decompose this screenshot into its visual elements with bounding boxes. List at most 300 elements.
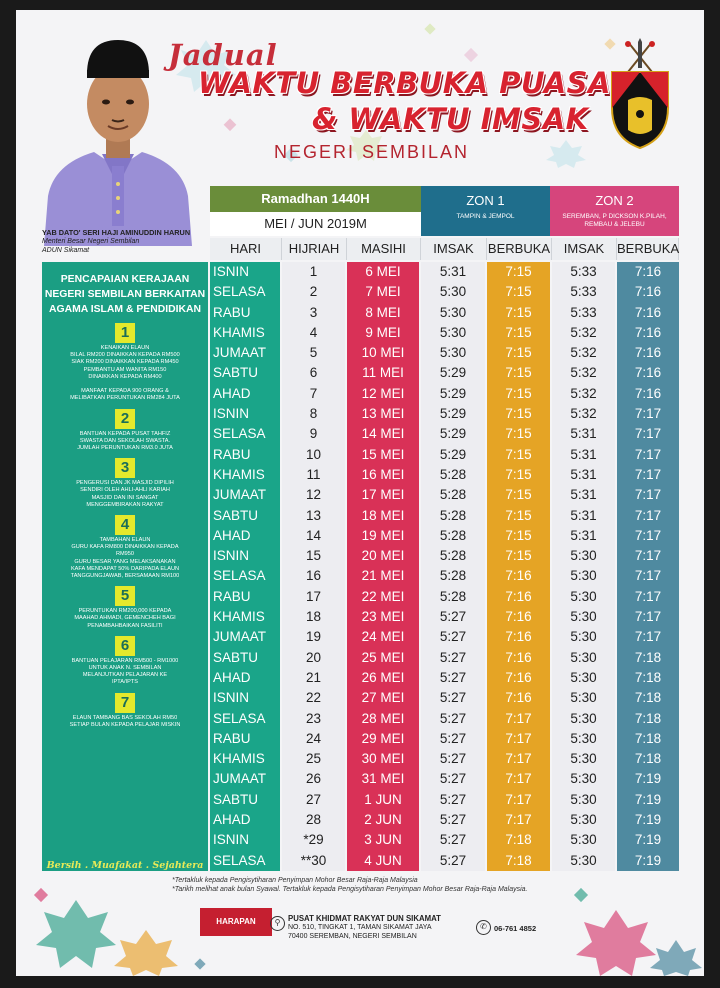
cell-hari: RABU bbox=[213, 730, 251, 746]
achievement-text: IPTA/IPTS bbox=[111, 679, 138, 686]
achievement-text: SETIAP BULAN KEPADA PELAJAR MISKIN bbox=[69, 721, 181, 728]
table-row bbox=[210, 526, 679, 546]
cell-imsak-2: 5:32 bbox=[570, 345, 597, 361]
cell-masihi: 20 MEI bbox=[361, 548, 405, 564]
cell-masihi: 1 JUN bbox=[364, 791, 402, 807]
cell-imsak-2: 5:30 bbox=[570, 669, 597, 685]
cell-masihi: 24 MEI bbox=[361, 629, 405, 645]
cell-hijriah: 2 bbox=[309, 284, 318, 300]
table-row bbox=[210, 323, 679, 343]
cell-hari: JUMAAT bbox=[213, 487, 266, 503]
cell-imsak-1: 5:27 bbox=[439, 751, 467, 767]
achievement-text bbox=[42, 381, 208, 388]
cell-hijriah: 3 bbox=[309, 304, 318, 320]
cell-imsak-1: 5:31 bbox=[439, 264, 467, 279]
month-header: MEI / JUN 2019M bbox=[210, 212, 421, 236]
table-row bbox=[210, 587, 679, 607]
cell-berbuka-2: 7:19 bbox=[634, 852, 662, 868]
cell-imsak-1: 5:27 bbox=[439, 669, 467, 685]
cell-hijriah: 4 bbox=[309, 324, 318, 340]
cell-masihi: 17 MEI bbox=[361, 487, 405, 503]
table-row bbox=[210, 465, 679, 485]
cell-hari: SELASA bbox=[213, 568, 266, 584]
cell-imsak-1: 5:28 bbox=[439, 507, 467, 523]
cell-hijriah: 20 bbox=[305, 649, 322, 665]
cell-hijriah: 18 bbox=[305, 609, 322, 625]
cell-masihi: 29 MEI bbox=[361, 730, 405, 746]
cell-masihi: 4 JUN bbox=[364, 852, 402, 868]
col-header-hijriah: HIJRIAH bbox=[282, 238, 347, 260]
cell-hari: RABU bbox=[213, 588, 251, 604]
zone-1-areas: TAMPIN & JEMPOL bbox=[456, 213, 515, 220]
cell-hari: KHAMIS bbox=[213, 609, 265, 625]
achievement-text: KENAIKAN ELAUN bbox=[100, 345, 150, 351]
achievement-text: BANTUAN PELAJARAN RM500 - RM1000 bbox=[71, 657, 179, 664]
cell-imsak-1: 5:27 bbox=[439, 629, 467, 645]
cell-berbuka-1: 7:16 bbox=[505, 609, 532, 625]
cell-berbuka-1: 7:15 bbox=[505, 527, 532, 543]
cell-imsak-1: 5:27 bbox=[439, 609, 467, 625]
cell-hari: KHAMIS bbox=[213, 324, 265, 340]
achievement-text: PENAMBAHBAIKAN FASILITI bbox=[87, 622, 163, 629]
cell-berbuka-1: 7:16 bbox=[505, 649, 532, 665]
cell-berbuka-1: 7:17 bbox=[505, 710, 532, 726]
table-row bbox=[210, 607, 679, 627]
motto: Bersih . Muafakat . Sejahtera bbox=[46, 860, 204, 871]
cell-berbuka-1: 7:15 bbox=[505, 385, 532, 401]
cell-berbuka-2: 7:16 bbox=[634, 345, 662, 361]
achievement-text: MANFAAT KEPADA 900 ORANG & bbox=[81, 388, 169, 395]
cell-imsak-2: 5:30 bbox=[570, 730, 597, 746]
cell-hijriah: 8 bbox=[309, 406, 318, 422]
cell-imsak-1: 5:27 bbox=[439, 710, 467, 726]
table-row bbox=[210, 668, 679, 688]
table-row bbox=[210, 688, 679, 708]
cell-imsak-1: 5:27 bbox=[439, 832, 467, 848]
achievement-text: PERUNTUKAN RM200,000 KEPADA bbox=[78, 608, 172, 615]
cell-hijriah: 26 bbox=[305, 771, 322, 787]
cell-berbuka-2: 7:16 bbox=[634, 385, 662, 401]
cell-berbuka-2: 7:18 bbox=[634, 730, 662, 746]
cell-hijriah: 19 bbox=[305, 629, 322, 645]
cell-hijriah: 28 bbox=[305, 812, 322, 828]
cell-imsak-2: 5:31 bbox=[570, 487, 597, 503]
cell-berbuka-2: 7:18 bbox=[634, 669, 662, 685]
cell-imsak-2: 5:30 bbox=[570, 609, 597, 625]
cell-hijriah: 23 bbox=[305, 710, 322, 726]
achievement-text: KAFA MENDAPAT 50% DARIPADA ELAUN bbox=[70, 565, 180, 572]
achievement-number: 6 bbox=[115, 636, 135, 656]
cell-imsak-1: 5:27 bbox=[439, 771, 467, 787]
cell-berbuka-1: 7:15 bbox=[505, 345, 532, 361]
table-row bbox=[210, 749, 679, 769]
cell-berbuka-2: 7:16 bbox=[634, 304, 662, 320]
achievement-number: 1 bbox=[115, 323, 135, 343]
achievement-text: SWASTA DAN SEKOLAH SWASTA. bbox=[79, 437, 171, 444]
cell-imsak-2: 5:30 bbox=[570, 751, 597, 767]
address-line-1: NO. 510, TINGKAT 1, TAMAN SIKAMAT JAYA bbox=[288, 924, 432, 931]
footnotes bbox=[172, 876, 528, 894]
cell-berbuka-1: 7:15 bbox=[505, 304, 532, 320]
cell-imsak-2: 5:31 bbox=[570, 527, 597, 543]
cell-berbuka-1: 7:15 bbox=[505, 446, 532, 462]
cell-berbuka-1: 7:15 bbox=[505, 548, 532, 564]
person-role: Menteri Besar Negeri Sembilan bbox=[42, 238, 140, 245]
cell-imsak-1: 5:29 bbox=[439, 385, 467, 401]
panel-title: PENCAPAIAN KERAJAAN NEGERI SEMBILAN BERKAITAN AGAMA ISLAM & PENDIDIKAN bbox=[44, 274, 206, 315]
cell-imsak-2: 5:30 bbox=[570, 629, 597, 645]
cell-imsak-2: 5:30 bbox=[570, 791, 597, 807]
cell-hijriah: 1 bbox=[309, 264, 318, 279]
col-header-berbuka-2: BERBUKA bbox=[617, 238, 679, 260]
achievement-text: SIAK RM200 DINAIKKAN KEPADA RM450 bbox=[71, 359, 179, 366]
cell-imsak-1: 5:27 bbox=[439, 791, 467, 807]
achievements-panel bbox=[42, 262, 208, 871]
cell-berbuka-2: 7:17 bbox=[634, 487, 662, 503]
office-name: PUSAT KHIDMAT RAKYAT DUN SIKAMAT bbox=[288, 914, 441, 923]
cell-hari: SELASA bbox=[213, 852, 266, 868]
col-header-imsak-2: IMSAK bbox=[552, 238, 617, 260]
table-row bbox=[210, 566, 679, 586]
cell-imsak-2: 5:30 bbox=[570, 832, 597, 848]
cell-hijriah: 21 bbox=[305, 669, 322, 685]
zone-1-header bbox=[421, 186, 550, 236]
state-name: NEGERI SEMBILAN bbox=[274, 142, 470, 162]
cell-imsak-1: 5:30 bbox=[439, 345, 467, 361]
cell-hijriah: 5 bbox=[309, 345, 318, 361]
footnote-1: *Tertakluk kepada Pengisytiharan Penyimpan Mohor Besar Raja-Raja Malaysia bbox=[172, 877, 418, 884]
cell-masihi: 27 MEI bbox=[361, 690, 405, 706]
cell-berbuka-1: 7:18 bbox=[505, 852, 532, 868]
table-row bbox=[210, 445, 679, 465]
table-row bbox=[210, 404, 679, 424]
cell-imsak-2: 5:32 bbox=[570, 365, 597, 381]
cell-berbuka-1: 7:15 bbox=[505, 284, 532, 300]
cell-masihi: 25 MEI bbox=[361, 649, 405, 665]
cell-berbuka-1: 7:15 bbox=[505, 487, 532, 503]
cell-hari: RABU bbox=[213, 446, 251, 462]
cell-imsak-2: 5:30 bbox=[570, 548, 597, 564]
cell-berbuka-2: 7:19 bbox=[634, 812, 662, 828]
poster bbox=[16, 10, 704, 976]
achievement-text: BANTUAN KEPADA PUSAT TAHFIZ bbox=[79, 430, 171, 437]
table-row bbox=[210, 303, 679, 323]
cell-imsak-1: 5:29 bbox=[439, 426, 467, 442]
cell-hijriah: 17 bbox=[305, 588, 322, 604]
cell-hijriah: 24 bbox=[305, 730, 322, 746]
achievement-number: 3 bbox=[115, 458, 135, 478]
cell-berbuka-2: 7:19 bbox=[634, 771, 662, 787]
cell-hijriah: 25 bbox=[305, 751, 322, 767]
cell-hari: SELASA bbox=[213, 284, 266, 300]
achievement-number: 4 bbox=[115, 515, 135, 535]
cell-hari: KHAMIS bbox=[213, 751, 265, 767]
table-row bbox=[210, 546, 679, 566]
cell-berbuka-2: 7:17 bbox=[634, 548, 662, 564]
cell-masihi: 22 MEI bbox=[361, 588, 405, 604]
cell-imsak-2: 5:31 bbox=[570, 507, 597, 523]
cell-hari: SABTU bbox=[213, 365, 259, 381]
achievement-text: MAAHAD AHMADI, GEMENCHEH BAGI bbox=[74, 615, 176, 622]
table-row bbox=[210, 810, 679, 830]
cell-berbuka-2: 7:18 bbox=[634, 710, 662, 726]
person-name: YAB DATO' SERI HAJI AMINUDDIN HARUN bbox=[42, 228, 191, 237]
phone-number: 06-761 4852 bbox=[494, 924, 537, 933]
cell-hari: ISNIN bbox=[213, 690, 250, 706]
cell-hijriah: 12 bbox=[305, 487, 322, 503]
cell-hari: SABTU bbox=[213, 791, 259, 807]
achievement-text: GURU BESAR YANG MELAKSANAKAN bbox=[74, 558, 176, 565]
achievement-text: UNTUK ANAK N. SEMBILAN bbox=[88, 665, 162, 672]
zone-1-name: ZON 1 bbox=[466, 193, 505, 208]
cell-imsak-1: 5:29 bbox=[439, 365, 467, 381]
title-script: Jadual bbox=[168, 38, 278, 72]
cell-imsak-2: 5:31 bbox=[570, 426, 597, 442]
cell-masihi: 7 MEI bbox=[365, 284, 401, 300]
cell-imsak-2: 5:30 bbox=[570, 649, 597, 665]
zone-2-header bbox=[550, 186, 679, 236]
table-row bbox=[210, 363, 679, 383]
achievement-text: MENGGEMBIRAKAN RAKYAT bbox=[86, 501, 164, 508]
col-header-berbuka-1: BERBUKA bbox=[487, 238, 552, 260]
cell-berbuka-2: 7:18 bbox=[634, 649, 662, 665]
cell-imsak-1: 5:27 bbox=[439, 730, 467, 746]
cell-berbuka-1: 7:15 bbox=[505, 324, 532, 340]
cell-masihi: 6 MEI bbox=[365, 264, 401, 279]
cell-imsak-1: 5:30 bbox=[439, 324, 467, 340]
cell-imsak-1: 5:30 bbox=[439, 284, 467, 300]
cell-hijriah: 14 bbox=[305, 527, 322, 543]
table-row bbox=[210, 506, 679, 526]
zone-2-name: ZON 2 bbox=[595, 193, 634, 208]
achievement-text: SENDIRI OLEH AHLI-AHLI KARIAH bbox=[80, 487, 170, 494]
cell-masihi: 10 MEI bbox=[361, 345, 405, 361]
cell-masihi: 15 MEI bbox=[361, 446, 405, 462]
cell-imsak-1: 5:28 bbox=[439, 568, 467, 584]
address-line-2: 70400 SEREMBAN, NEGERI SEMBILAN bbox=[288, 933, 417, 940]
cell-hari: JUMAAT bbox=[213, 629, 266, 645]
table-row bbox=[210, 485, 679, 505]
table-row bbox=[210, 729, 679, 749]
table-row bbox=[210, 343, 679, 363]
cell-hari: SABTU bbox=[213, 649, 259, 665]
achievement-text: GURU KAFA RM800 DINAIKKAN KEPADA bbox=[71, 544, 179, 551]
title-line-2: & WAKTU IMSAK bbox=[312, 102, 589, 136]
cell-hari: AHAD bbox=[213, 385, 251, 401]
cell-masihi: 3 JUN bbox=[364, 832, 402, 848]
ramadhan-header: Ramadhan 1440H bbox=[210, 186, 421, 212]
cell-hari: AHAD bbox=[213, 812, 251, 828]
cell-berbuka-2: 7:19 bbox=[634, 791, 662, 807]
cell-imsak-1: 5:30 bbox=[439, 304, 467, 320]
schedule-table bbox=[210, 262, 679, 871]
cell-masihi: 12 MEI bbox=[361, 385, 405, 401]
achievement-text: DINAIKKAN KEPADA RM400 bbox=[88, 373, 162, 380]
cell-imsak-2: 5:32 bbox=[570, 385, 597, 401]
cell-berbuka-1: 7:16 bbox=[505, 690, 532, 706]
cell-imsak-2: 5:33 bbox=[570, 264, 597, 279]
cell-hari: JUMAAT bbox=[213, 345, 266, 361]
cell-masihi: 9 MEI bbox=[365, 324, 401, 340]
table-row bbox=[210, 262, 679, 282]
cell-imsak-2: 5:32 bbox=[570, 324, 597, 340]
table-row bbox=[210, 648, 679, 668]
achievement-text: BILAL RM200 DINAIKKAN KEPADA RM500 bbox=[70, 352, 180, 359]
cell-berbuka-1: 7:15 bbox=[505, 466, 532, 482]
cell-hari: RABU bbox=[213, 304, 251, 320]
cell-masihi: 18 MEI bbox=[361, 507, 405, 523]
achievement-text: TAMBAHAN ELAUN bbox=[99, 537, 151, 544]
cell-berbuka-2: 7:17 bbox=[634, 466, 662, 482]
cell-masihi: 26 MEI bbox=[361, 669, 405, 685]
cell-berbuka-2: 7:17 bbox=[634, 609, 662, 625]
cell-berbuka-2: 7:16 bbox=[634, 324, 662, 340]
state-crest-icon bbox=[608, 38, 672, 150]
achievement-number: 7 bbox=[115, 693, 135, 713]
footnote-2: *Tarikh melihat anak bulan Syawal. Tertakluk kepada Pengisytiharan Penyimpan Mohor Besar Raja-Raja Malaysia. bbox=[172, 886, 528, 893]
cell-hijriah: *29 bbox=[303, 832, 324, 848]
person-constituency: ADUN Sikamat bbox=[42, 247, 90, 254]
cell-imsak-2: 5:30 bbox=[570, 568, 597, 584]
cell-hari: AHAD bbox=[213, 669, 251, 685]
cell-imsak-2: 5:30 bbox=[570, 771, 597, 787]
table-row bbox=[210, 851, 679, 871]
cell-hijriah: 6 bbox=[309, 365, 318, 381]
cell-imsak-2: 5:30 bbox=[570, 812, 597, 828]
cell-imsak-1: 5:28 bbox=[439, 527, 467, 543]
cell-hijriah: 16 bbox=[305, 568, 322, 584]
cell-berbuka-1: 7:17 bbox=[505, 730, 532, 746]
cell-hijriah: 27 bbox=[305, 791, 322, 807]
cell-hari: KHAMIS bbox=[213, 466, 265, 482]
cell-imsak-1: 5:27 bbox=[439, 812, 467, 828]
cell-berbuka-1: 7:15 bbox=[505, 365, 532, 381]
cell-imsak-1: 5:29 bbox=[439, 406, 467, 422]
cell-imsak-2: 5:30 bbox=[570, 588, 597, 604]
cell-hijriah: 9 bbox=[309, 426, 318, 442]
cell-masihi: 14 MEI bbox=[361, 426, 405, 442]
cell-masihi: 16 MEI bbox=[361, 466, 405, 482]
cell-hijriah: 11 bbox=[306, 466, 321, 482]
cell-masihi: 23 MEI bbox=[361, 609, 405, 625]
zone-2-areas: SEREMBAN, P DICKSON K.PILAH, REMBAU & JELEBU bbox=[562, 213, 667, 228]
cell-masihi: 8 MEI bbox=[365, 304, 401, 320]
cell-hari: ISNIN bbox=[213, 406, 250, 422]
cell-imsak-2: 5:33 bbox=[570, 304, 597, 320]
cell-imsak-1: 5:27 bbox=[439, 852, 467, 868]
cell-imsak-2: 5:33 bbox=[570, 284, 597, 300]
cell-berbuka-2: 7:18 bbox=[634, 751, 662, 767]
table-row bbox=[210, 384, 679, 404]
table-row bbox=[210, 769, 679, 789]
cell-hari: ISNIN bbox=[213, 548, 250, 564]
cell-berbuka-2: 7:17 bbox=[634, 426, 662, 442]
achievement-text: RM950 bbox=[115, 551, 135, 558]
cell-berbuka-1: 7:17 bbox=[505, 812, 532, 828]
table-row bbox=[210, 830, 679, 850]
col-header-imsak-1: IMSAK bbox=[421, 238, 487, 260]
phone-icon: ✆ bbox=[476, 920, 491, 935]
cell-masihi: 30 MEI bbox=[361, 751, 405, 767]
cell-berbuka-2: 7:16 bbox=[634, 264, 662, 279]
cell-berbuka-1: 7:17 bbox=[505, 791, 532, 807]
harapan-logo: HARAPAN bbox=[200, 908, 272, 936]
table-row bbox=[210, 627, 679, 647]
cell-masihi: 2 JUN bbox=[364, 812, 402, 828]
cell-berbuka-2: 7:17 bbox=[634, 527, 662, 543]
achievement-text: PENGERUSI DAN JK MASJID DIPILIH bbox=[76, 480, 174, 487]
cell-berbuka-2: 7:18 bbox=[634, 690, 662, 706]
cell-berbuka-1: 7:15 bbox=[505, 426, 532, 442]
office-address bbox=[288, 914, 441, 941]
cell-berbuka-2: 7:17 bbox=[634, 629, 662, 645]
cell-hijriah: 7 bbox=[309, 385, 318, 401]
cell-berbuka-1: 7:16 bbox=[505, 568, 532, 584]
achievement-text: TANGGUNGJAWAB, BERSAMAAN RM100 bbox=[70, 573, 180, 580]
cell-masihi: 11 MEI bbox=[362, 365, 404, 381]
cell-berbuka-1: 7:15 bbox=[505, 406, 532, 422]
table-row bbox=[210, 282, 679, 302]
cell-imsak-2: 5:32 bbox=[570, 406, 597, 422]
cell-imsak-2: 5:30 bbox=[570, 710, 597, 726]
location-pin-icon: ⚲ bbox=[270, 916, 285, 931]
cell-imsak-2: 5:31 bbox=[570, 446, 597, 462]
cell-imsak-2: 5:31 bbox=[570, 466, 597, 482]
cell-imsak-2: 5:30 bbox=[570, 852, 597, 868]
cell-masihi: 21 MEI bbox=[361, 568, 405, 584]
cell-berbuka-2: 7:16 bbox=[634, 365, 662, 381]
cell-hari: AHAD bbox=[213, 527, 251, 543]
achievement-text: JUMLAH PERUNTUKAN RM3.0 JUTA bbox=[77, 445, 173, 452]
cell-hari: SABTU bbox=[213, 507, 259, 523]
cell-hijriah: 15 bbox=[305, 548, 322, 564]
achievement-number: 5 bbox=[115, 586, 135, 606]
cell-imsak-1: 5:27 bbox=[439, 690, 467, 706]
cell-berbuka-2: 7:17 bbox=[634, 446, 662, 462]
cell-berbuka-2: 7:16 bbox=[634, 284, 662, 300]
achievement-text: MELANJUTKAN PELAJARAN KE bbox=[82, 672, 168, 679]
cell-hari: ISNIN bbox=[213, 832, 250, 848]
cell-berbuka-1: 7:17 bbox=[505, 751, 532, 767]
cell-berbuka-2: 7:19 bbox=[634, 832, 662, 848]
person-caption bbox=[42, 228, 212, 255]
cell-imsak-1: 5:28 bbox=[439, 588, 467, 604]
cell-berbuka-1: 7:16 bbox=[505, 588, 532, 604]
cell-berbuka-2: 7:17 bbox=[634, 406, 662, 422]
cell-hijriah: 10 bbox=[305, 446, 322, 462]
cell-berbuka-2: 7:17 bbox=[634, 588, 662, 604]
cell-berbuka-1: 7:16 bbox=[505, 629, 532, 645]
cell-berbuka-1: 7:17 bbox=[505, 771, 532, 787]
achievement-list bbox=[42, 323, 208, 729]
cell-imsak-2: 5:30 bbox=[570, 690, 597, 706]
table-row bbox=[210, 709, 679, 729]
cell-hijriah: 22 bbox=[305, 690, 322, 706]
cell-berbuka-2: 7:17 bbox=[634, 507, 662, 523]
achievement-text: PEMBANTU AM WANITA RM150 bbox=[83, 366, 167, 373]
cell-berbuka-1: 7:15 bbox=[505, 264, 532, 279]
cell-hari: SELASA bbox=[213, 710, 266, 726]
cell-hari: JUMAAT bbox=[213, 771, 266, 787]
cell-masihi: 31 MEI bbox=[361, 771, 405, 787]
cell-hijriah: 13 bbox=[305, 507, 322, 523]
cell-masihi: 19 MEI bbox=[361, 527, 405, 543]
table-row bbox=[210, 424, 679, 444]
cell-imsak-1: 5:27 bbox=[439, 649, 467, 665]
cell-imsak-1: 5:29 bbox=[439, 446, 467, 462]
title-line-1: WAKTU BERBUKA PUASA bbox=[198, 66, 611, 100]
cell-imsak-1: 5:28 bbox=[439, 466, 467, 482]
